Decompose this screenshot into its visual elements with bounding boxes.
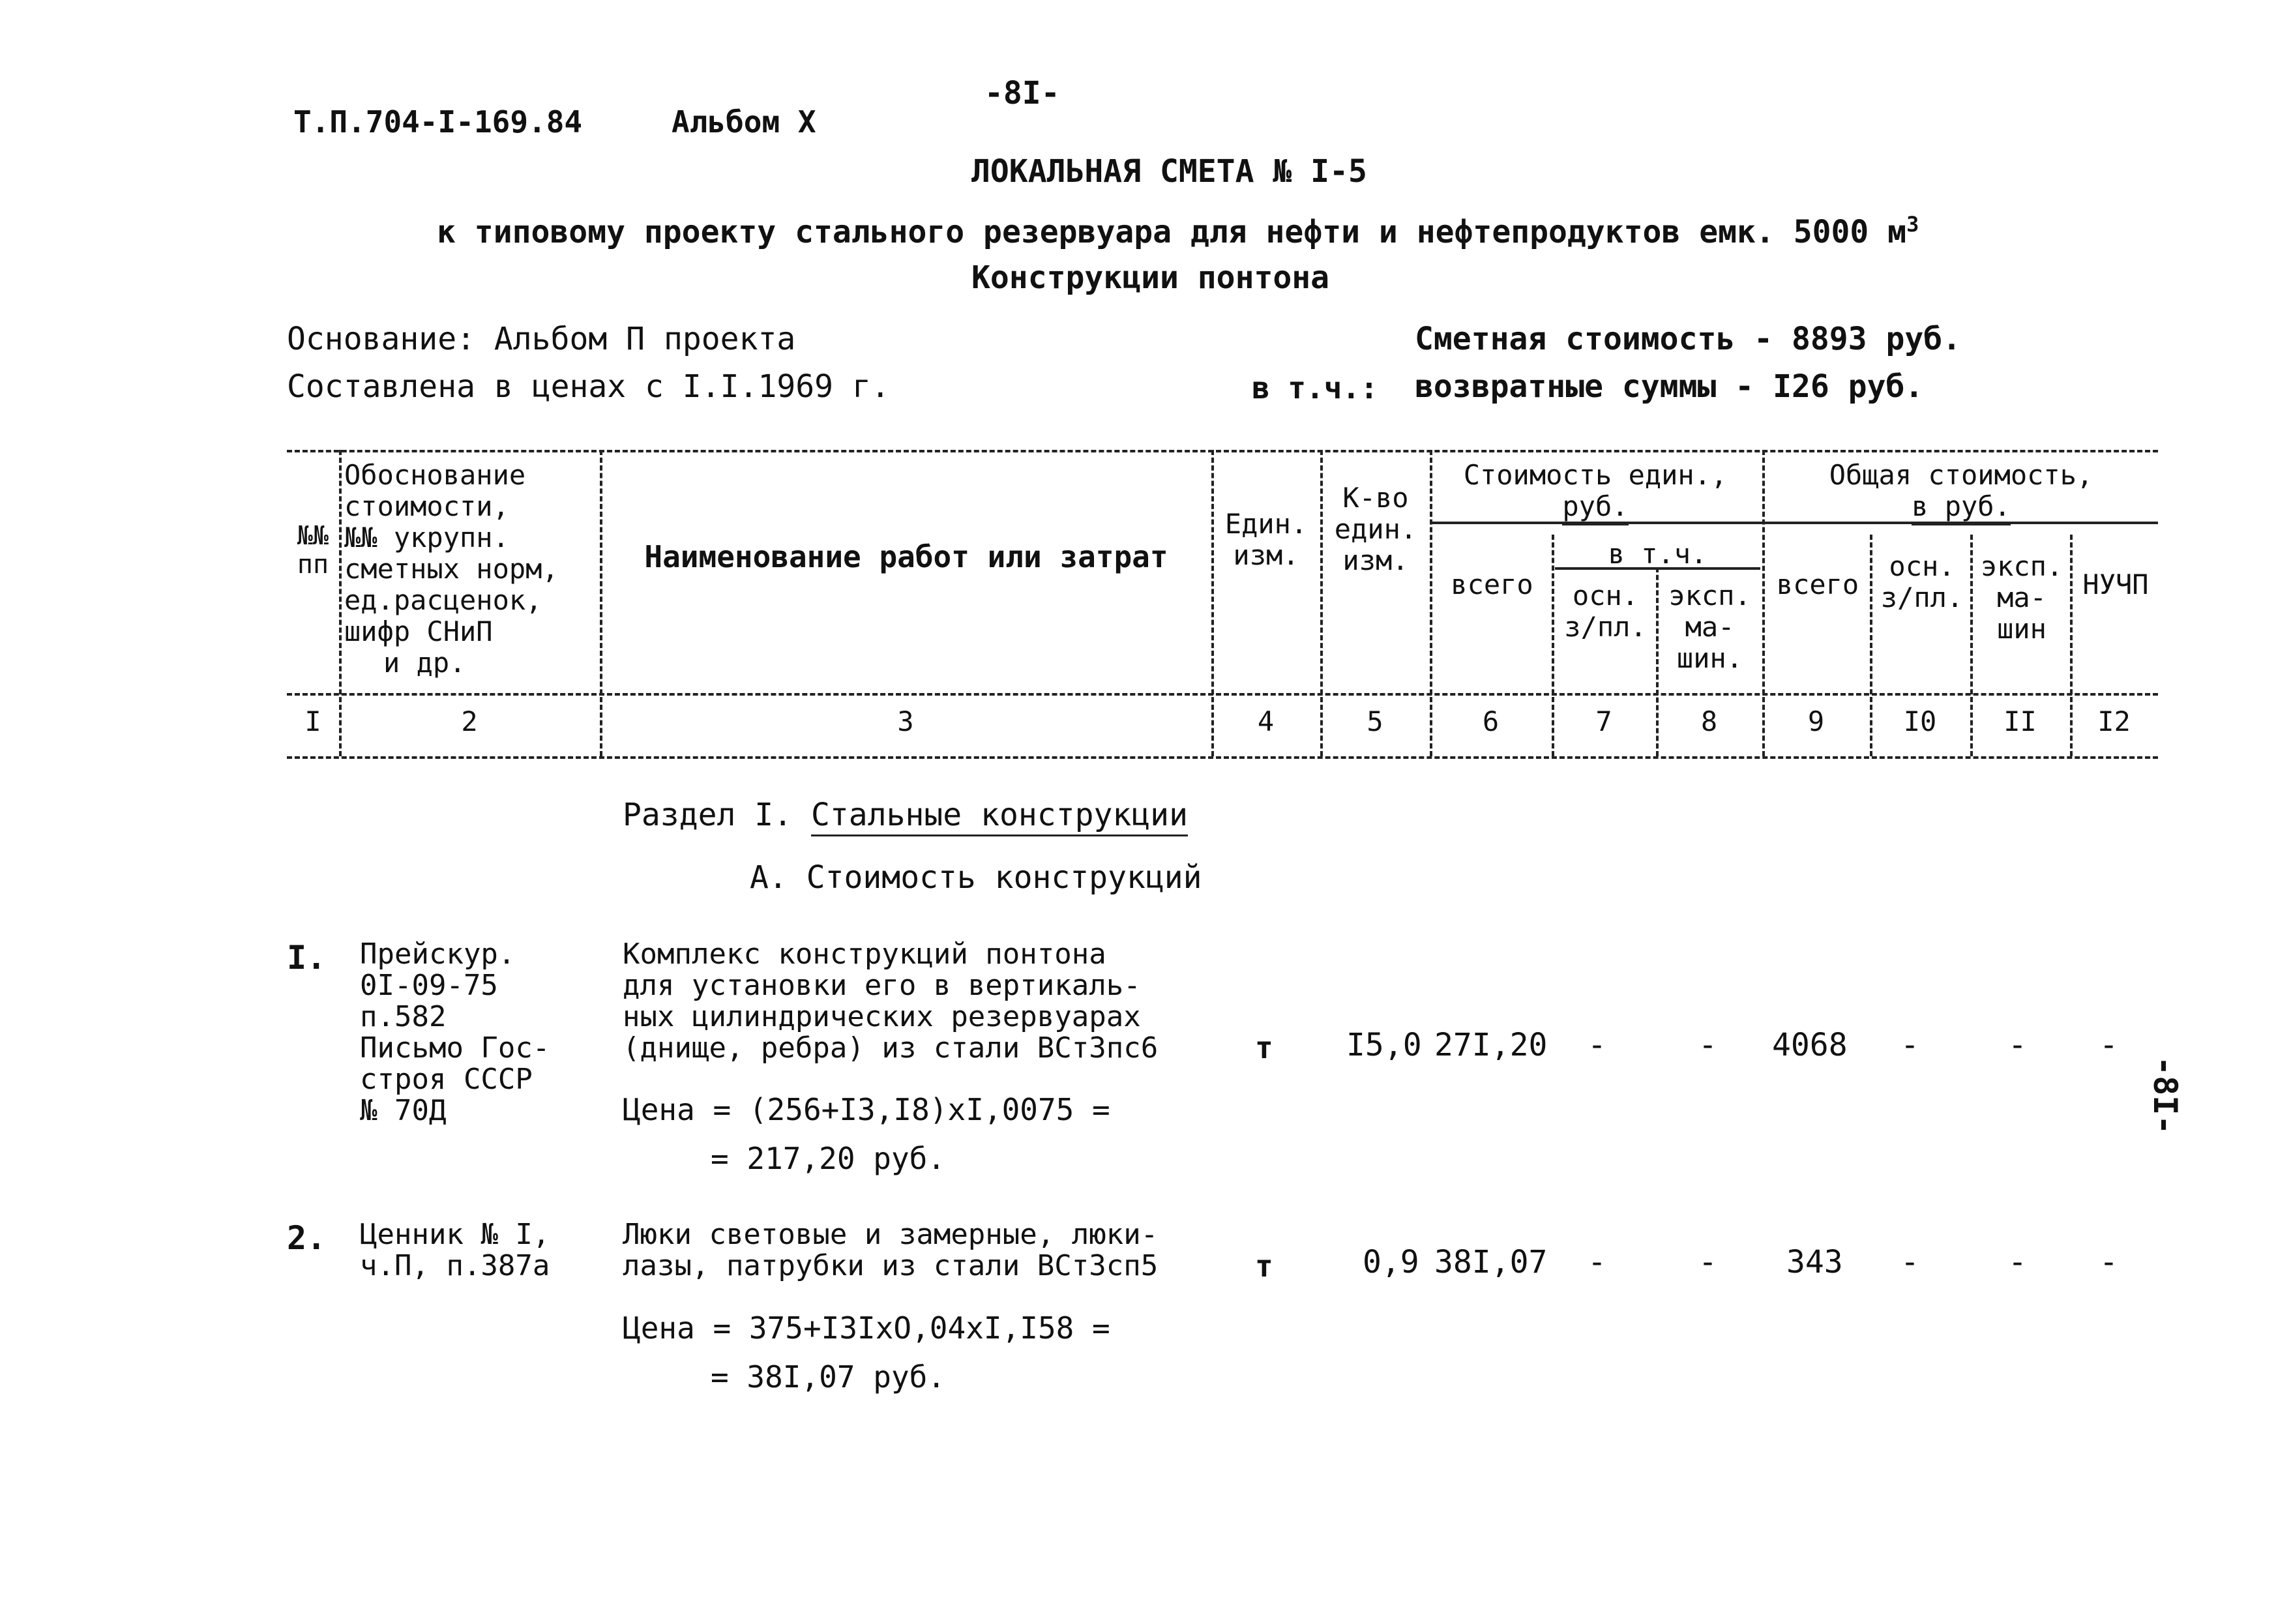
col-9-header: всего xyxy=(1776,568,1859,600)
row-unit: т xyxy=(1255,1248,1273,1284)
basis-text: Основание: Альбом П проекта xyxy=(287,321,796,357)
row-nuchp: - xyxy=(2099,1244,2118,1280)
col-7-header: осн. з/пл. xyxy=(1564,580,1647,643)
col-number-11: II xyxy=(2003,705,2037,737)
col-11-header: эксп. ма- шин xyxy=(1980,550,2063,645)
row-total-wage: - xyxy=(1900,1244,1919,1280)
row-unit-mach: - xyxy=(1698,1244,1717,1280)
col-basis-header: Обоснование стоимости, №№ укрупн. сметных норм, ед.расценок, шифр СНиП и др. xyxy=(344,459,559,679)
subtitle-line1: к типовому проекту стального резервуара для нефти и нефтепродуктов емк. 5000 $м^3$ xyxy=(437,212,1919,250)
row-price-formula: Цена = 375+I3IхО,04хI,I58 = xyxy=(623,1310,1110,1346)
row-number: 2. xyxy=(287,1219,327,1257)
col-10-header: осн. з/пл. xyxy=(1880,550,1964,613)
row-description: Комплекс конструкций понтона для установки его в вертикаль- ных цилиндрических резервуарах (днище, ребра) из стали ВСт3пс6 xyxy=(623,937,1159,1065)
row-price-formula: Цена = (256+I3,I8)хI,0075 = xyxy=(623,1092,1110,1127)
col-number-7: 7 xyxy=(1595,705,1612,737)
estimate-title: ЛОКАЛЬНАЯ СМЕТА № I-5 xyxy=(971,153,1367,190)
row-description: Люки световые и замерные, люки- лазы, патрубки из стали ВСт3сп5 xyxy=(623,1218,1159,1282)
col-unit-header: Един. изм. xyxy=(1224,508,1308,571)
row-total: 4068 xyxy=(1772,1027,1848,1063)
row-total-mach: - xyxy=(2008,1027,2027,1063)
row-unit-wage: - xyxy=(1588,1244,1606,1280)
col-total-cost-header: Общая стоимость, в руб. xyxy=(1766,460,2157,525)
row-price-result: = 217,20 руб. xyxy=(711,1141,946,1176)
return-sums: возвратные суммы - I26 руб. xyxy=(1415,368,1924,405)
subtitle-line2: Конструкции понтона xyxy=(971,259,1330,296)
row-unit-mach: - xyxy=(1698,1027,1717,1063)
row-basis: Ценник № I, ч.П, п.387а xyxy=(360,1218,550,1282)
col-number-10: I0 xyxy=(1903,705,1937,737)
row-total-mach: - xyxy=(2008,1244,2027,1280)
estimate-cost: Сметная стоимость - 8893 руб. xyxy=(1415,321,1962,357)
col-number-6: 6 xyxy=(1482,705,1500,737)
subsection-heading: А. Стоимость конструкций xyxy=(750,859,1202,896)
doc-code: Т.П.704-I-169.84 xyxy=(293,104,583,140)
row-unit-total: 27I,20 xyxy=(1434,1027,1548,1063)
album-label: Альбом X xyxy=(672,104,816,140)
col-number-4: 4 xyxy=(1257,705,1275,737)
col-unit-cost-header: Стоимость един., руб. xyxy=(1432,460,1758,525)
col-number-1: I xyxy=(304,705,321,737)
col-qty-header: К-во един. изм. xyxy=(1334,482,1417,576)
col-number-9: 9 xyxy=(1807,705,1825,737)
col-name-header: Наименование работ или затрат xyxy=(644,539,1168,574)
row-basis: Прейскур. 0I-09-75 п.582 Письмо Гос- строя СССР № 70Д xyxy=(360,937,550,1127)
col-12-header: НУЧП xyxy=(2082,568,2149,600)
col-number-8: 8 xyxy=(1700,705,1718,737)
col-number-12: I2 xyxy=(2097,705,2131,737)
section-heading: Раздел I. Стальные конструкции xyxy=(623,797,1188,833)
row-qty: I5,0 xyxy=(1346,1027,1422,1063)
row-total: 343 xyxy=(1786,1244,1843,1280)
row-unit: т xyxy=(1255,1030,1273,1065)
row-unit-total: 38I,07 xyxy=(1434,1244,1548,1280)
col-num-header: №№ пп xyxy=(297,521,329,580)
col-number-3: 3 xyxy=(897,705,914,737)
col-6-header: всего xyxy=(1451,568,1533,600)
incl-header: в т.ч. xyxy=(1608,538,1707,570)
incl-label: в т.ч.: xyxy=(1252,370,1378,406)
row-qty: 0,9 xyxy=(1363,1244,1419,1280)
col-number-2: 2 xyxy=(461,705,478,737)
col-8-header: эксп. ма- шин. xyxy=(1668,580,1751,674)
row-unit-wage: - xyxy=(1588,1027,1606,1063)
row-total-wage: - xyxy=(1900,1027,1919,1063)
row-nuchp: - xyxy=(2099,1027,2118,1063)
col-number-5: 5 xyxy=(1367,705,1383,737)
side-page-number: -8I- xyxy=(2146,1056,2184,1135)
row-number: I. xyxy=(287,939,327,977)
prices-date: Составлена в ценах с I.I.1969 г. xyxy=(287,368,890,405)
page-number: -8I- xyxy=(984,75,1060,111)
row-price-result: = 38I,07 руб. xyxy=(711,1359,946,1395)
